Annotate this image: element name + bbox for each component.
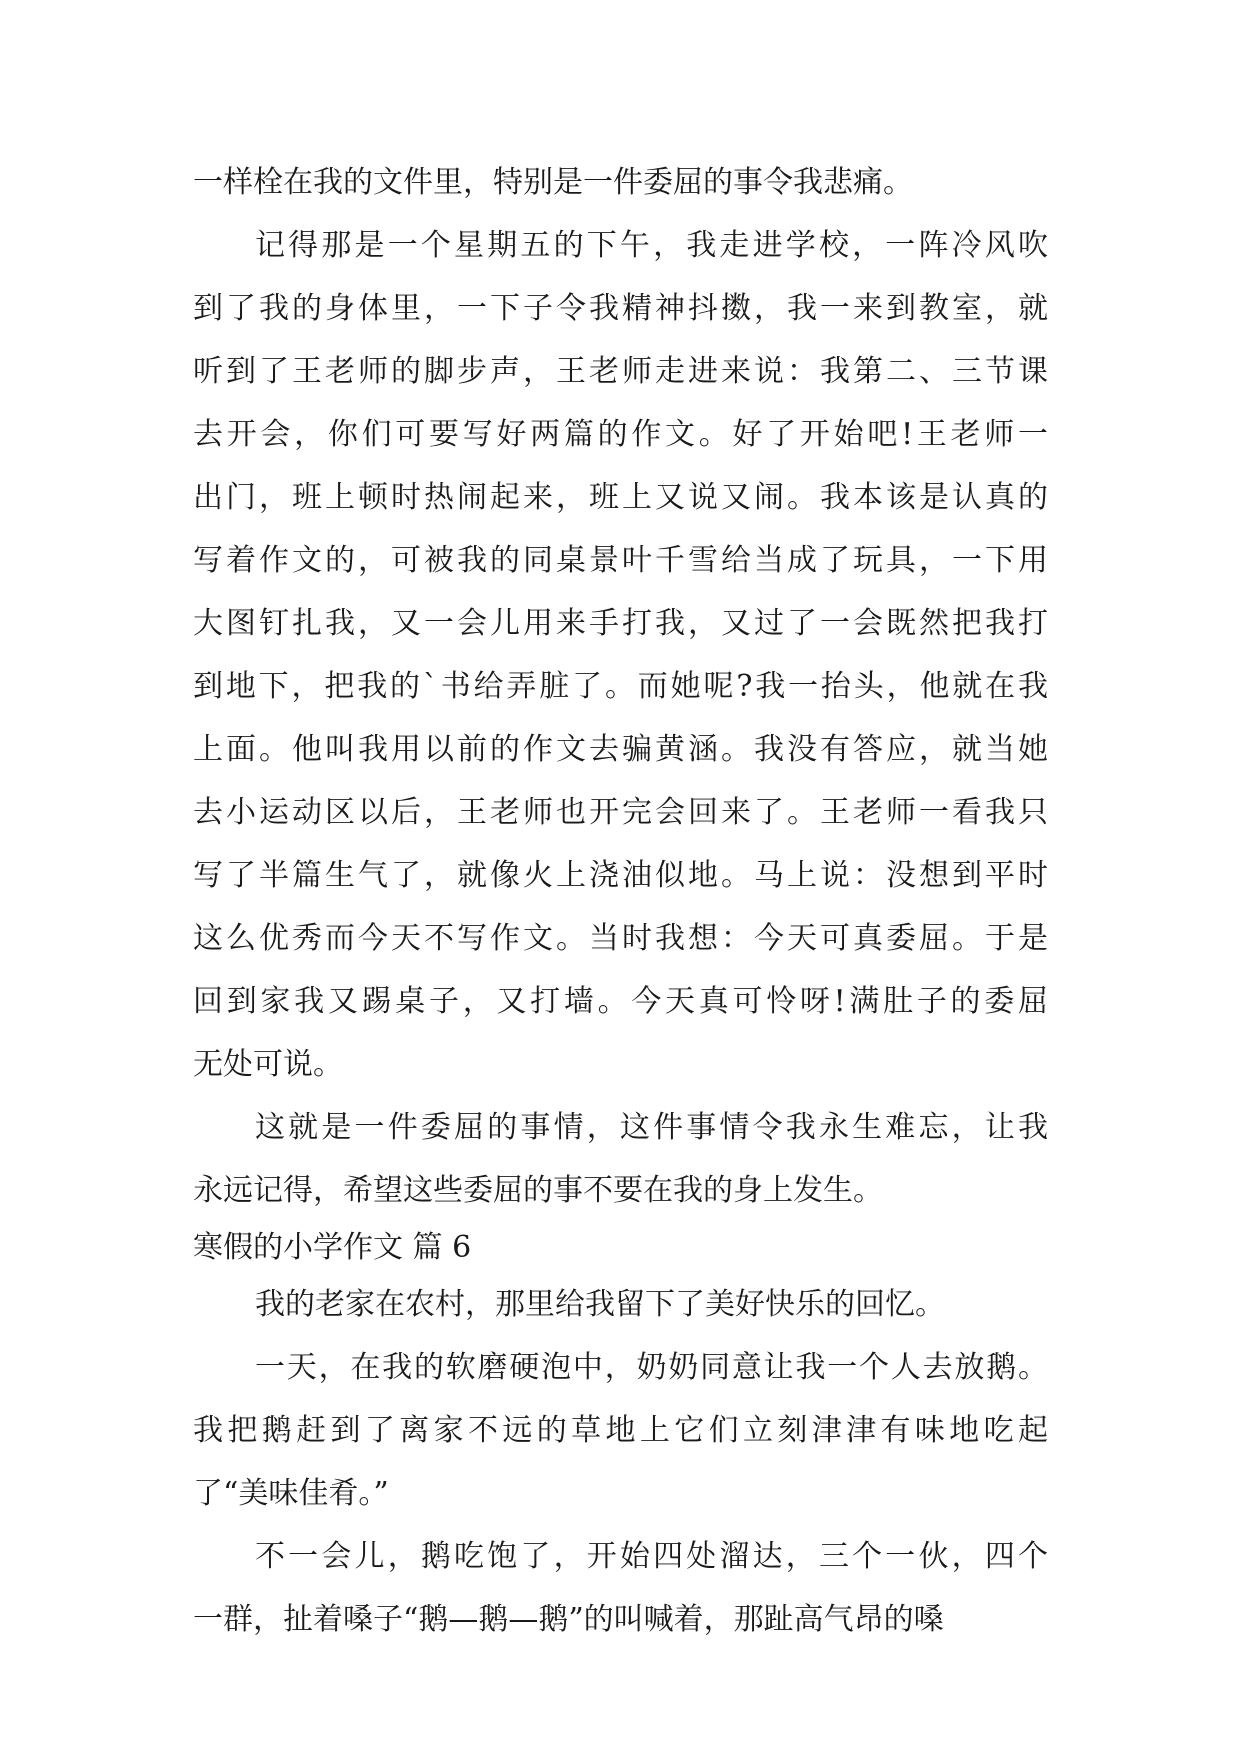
text-line: 一群，扯着嗓子“鹅—鹅—鹅”的叫喊着，那趾高气昂的嗓 [193, 1602, 944, 1637]
section-heading [193, 1222, 1048, 1273]
paragraph [193, 151, 1048, 214]
paragraph [193, 1525, 1048, 1651]
text-line: 我的老家在农村，那里给我留下了美好快乐的回忆。 [255, 1287, 945, 1322]
text-line: 写着作文的，可被我的同桌景叶千雪给当成了玩具，一下用 [193, 543, 1048, 578]
text-line: 无处可说。 [193, 1047, 343, 1082]
text-line: 到地下，把我的`书给弄脏了。而她呢?我一抬头，他就在我 [193, 669, 1048, 704]
text-line: 到了我的身体里，一下子令我精神抖擞，我一来到教室，就 [193, 291, 1048, 326]
text-line: 去小运动区以后，王老师也开完会回来了。王老师一看我只 [193, 795, 1048, 830]
text-line: 上面。他叫我用以前的作文去骗黄涵。我没有答应，就当她 [193, 732, 1048, 767]
text-line: 写了半篇生气了，就像火上浇油似地。马上说：没想到平时 [193, 858, 1048, 893]
text-line: 永远记得，希望这些委屈的事不要在我的身上发生。 [193, 1173, 883, 1208]
text-line: 听到了王老师的脚步声，王老师走进来说：我第二、三节课 [193, 354, 1048, 389]
paragraph [193, 1336, 1048, 1525]
text-line: 不一会儿，鹅吃饱了，开始四处溜达，三个一伙，四个 [255, 1539, 1048, 1574]
text-line: 这就是一件委屈的事情，这件事情令我永生难忘，让我 [255, 1110, 1048, 1145]
text-line: 去开会，你们可要写好两篇的作文。好了开始吧!王老师一 [193, 417, 1048, 452]
text-line: 一样栓在我的文件里，特别是一件委屈的事令我悲痛。 [193, 165, 913, 200]
text-line: 出门，班上顿时热闹起来，班上又说又闹。我本该是认真的 [193, 480, 1048, 515]
text-line: 我把鹅赶到了离家不远的草地上它们立刻津津有味地吃起 [193, 1413, 1048, 1448]
text-line: 这么优秀而今天不写作文。当时我想：今天可真委屈。于是 [193, 921, 1048, 956]
document-page [193, 151, 1048, 1651]
text-line: 回到家我又踢桌子，又打墙。今天真可怜呀!满肚子的委屈 [193, 984, 1048, 1019]
heading-text: 寒假的小学作文 篇 6 [193, 1230, 472, 1265]
text-line: 记得那是一个星期五的下午，我走进学校，一阵冷风吹 [255, 228, 1048, 263]
text-line: 了“美味佳肴。” [193, 1476, 389, 1511]
paragraph [193, 1096, 1048, 1222]
paragraph [193, 214, 1048, 1096]
paragraph [193, 1273, 1048, 1336]
text-line: 一天，在我的软磨硬泡中，奶奶同意让我一个人去放鹅。 [255, 1350, 1048, 1385]
text-line: 大图钉扎我，又一会儿用来手打我，又过了一会既然把我打 [193, 606, 1048, 641]
